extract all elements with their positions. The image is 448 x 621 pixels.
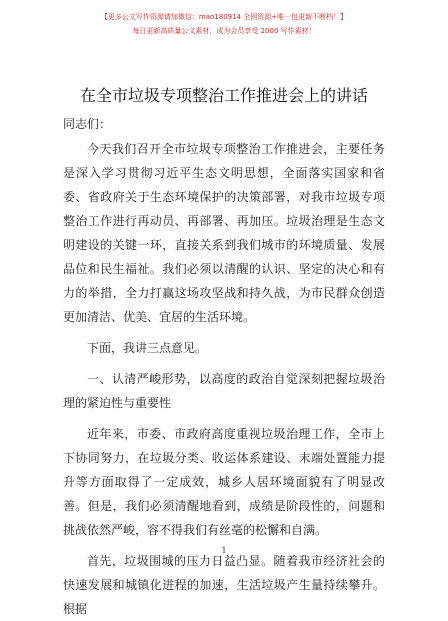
- paragraph-situation: 近年来，市委、市政府高度重视垃圾治理工作，全市上下协同努力，在垃圾分类、收运体系建设、末端处置能力提升等方面取得了一定成效，城乡人居环境面貌有了明显改善。但是，我们必须清醒地看到，成绩是阶段性的，问题和挑战依然严峻，容不得我们有丝毫的松懈和自满。: [63, 427, 385, 537]
- header-promo-line-2: 每日更新高质量公文素材，成为会员享受 2000 写作素材！: [132, 27, 316, 35]
- paragraph-intro: 今天我们召开全市垃圾专项整治工作推进会，主要任务是深入学习贯彻习近平生态文明思想，全面落实国家和省委、省政府关于生态环境保护的决策部署，对我市垃圾专项整治工作进行再动员、再部署、再加压。垃圾治理是生态文明建设的关键一环，直接关系到我们城市的环境质量、发展品位和民生福祉。我们必须以清醒的认识、坚定的决心和有力的举措，全力打赢这场攻坚战和持久战，为市民群众创造更加清洁、优美、宜居的生活环境。: [63, 142, 385, 324]
- document-title: 在全市垃圾专项整治工作推进会上的讲话: [79, 86, 368, 105]
- paragraph-transition: 下面，我讲三点意见。: [87, 341, 208, 355]
- document-body: [63, 112, 385, 621]
- page-number: 1: [221, 546, 227, 555]
- salutation: 同志们：: [63, 117, 112, 131]
- paragraph-pressure: 首先，垃圾围城的压力日益凸显。随着我市经济社会的快速发展和城镇化进程的加速，生活垃圾产生量持续攀升。根据: [63, 554, 385, 616]
- section-heading-1: 一、认清严峻形势，以高度的政治自觉深刻把握垃圾治理的紧迫性与重要性: [63, 372, 385, 410]
- header-promo-line-1: 【更多公文写作资源请加微信：mao180914 全网资源+唯一包更新不断档！】: [100, 13, 348, 21]
